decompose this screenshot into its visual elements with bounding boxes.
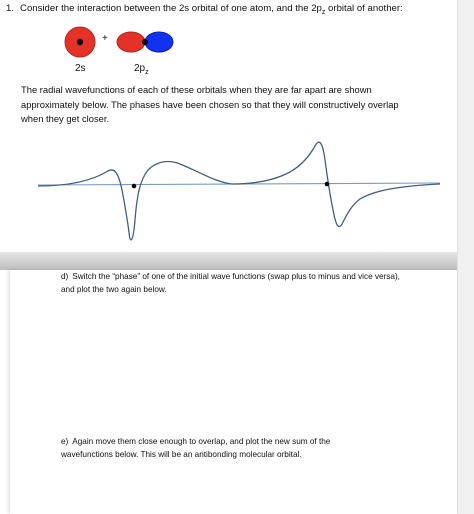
description-paragraph: The radial wavefunctions of each of these orbitals when they are far apart are shown approximately below. The phases have been chosen so that they will constructively overlap when they get closer. [21,84,399,124]
subquestion-d-text: Switch the “phase” of one of the initial wave functions (swap plus to minus and vice versa), and plot the two again below. [61,272,400,294]
subquestion-e-letter: e) [61,437,69,446]
p-orbital-negative-lobe [145,32,173,52]
vertical-scrollbar[interactable] [457,0,474,514]
s-orbital-label: 2s [75,63,86,74]
subquestion-d-letter: d) [61,272,69,281]
subquestion-e [61,435,381,461]
p-orbital-nucleus [142,39,148,45]
question-text: Consider the interaction between the 2s orbital of one atom, and the 2p [20,3,322,14]
p-orbital-label [134,63,149,76]
subquestion-d [61,270,401,296]
p-wavefunction-nucleus [325,182,330,187]
p-orbital-label-subscript: z [145,69,149,76]
s-orbital-nucleus [77,39,83,45]
p-orbital-label-text: 2p [134,63,146,74]
s-wavefunction-nucleus [132,184,137,189]
worksheet-page-1 [0,0,457,252]
page-gap [0,252,457,270]
subquestion-e-text: Again move them close enough to overlap, and plot the new sum of the wavefunctions below. This will be an antibonding molecular orbital. [61,437,331,459]
plus-sign: + [102,33,108,44]
s-wavefunction-curve [38,162,232,240]
worksheet-page-2 [10,270,457,514]
question-subscript: z [321,8,326,16]
question-text-end: orbital of another: [325,3,403,14]
question-number: 1. [6,3,15,14]
p-orbital-positive-lobe [117,32,145,52]
